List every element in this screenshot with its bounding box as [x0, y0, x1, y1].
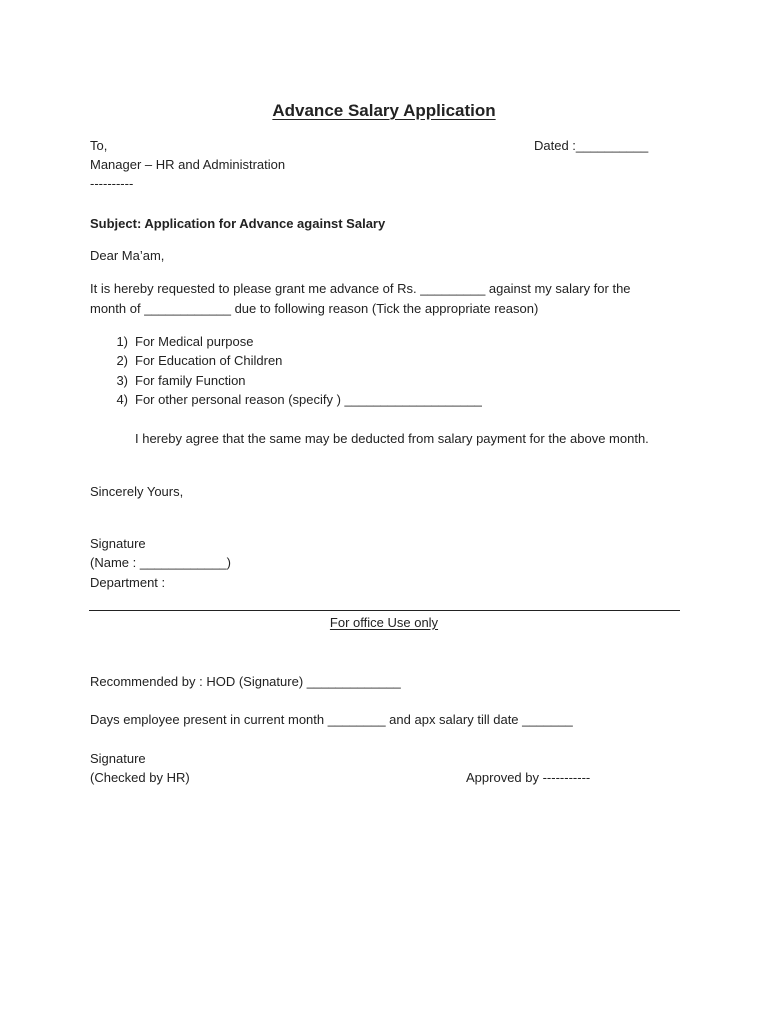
reason-item: [106, 374, 246, 387]
dated-field: Dated :__________: [534, 138, 649, 153]
to-line: To,: [90, 138, 108, 153]
office-use-heading: [0, 616, 768, 629]
request-line-2: month of ____________ due to following reason (Tick the appropriate reason): [90, 301, 539, 316]
subject-line: Subject: Application for Advance against Salary: [90, 216, 386, 231]
salutation: Dear Ma’am,: [90, 248, 165, 263]
reason-text: For Education of Children: [135, 353, 283, 368]
signature-label: Signature: [90, 536, 146, 551]
request-line-1: It is hereby requested to please grant me advance of Rs. _________ against my salary for the: [90, 281, 631, 296]
document-title: Advance Salary Application: [272, 101, 496, 120]
reason-number: 2): [116, 353, 128, 368]
reason-number: 4): [116, 392, 128, 407]
reason-text: For Medical purpose: [135, 334, 254, 349]
reason-item: [106, 354, 282, 367]
recipient-line: Manager – HR and Administration: [90, 157, 286, 172]
reason-number: 1): [116, 334, 128, 349]
reason-number: 3): [116, 373, 128, 388]
office-use-heading-text: For office Use only: [329, 615, 439, 630]
agreement-text: I hereby agree that the same may be deducted from salary payment for the above month.: [135, 431, 649, 446]
section-divider: [89, 610, 680, 611]
department-field: Department :: [90, 575, 166, 590]
approved-by: Approved by -----------: [466, 770, 591, 785]
closing-text: Sincerely Yours,: [90, 484, 184, 499]
checked-by-hr: (Checked by HR): [90, 770, 190, 785]
reason-item: [106, 335, 254, 348]
reason-text: For other personal reason (specify ) ___________________: [135, 392, 482, 407]
reason-text: For family Function: [135, 373, 246, 388]
address-dashes: ----------: [90, 176, 134, 191]
hr-signature-label: Signature: [90, 751, 146, 766]
days-present-line: Days employee present in current month ________ and apx salary till date _______: [90, 712, 573, 727]
recommended-by-line: Recommended by : HOD (Signature) _____________: [90, 674, 401, 689]
reason-item: [106, 393, 482, 406]
name-field: (Name : ____________): [90, 555, 231, 570]
